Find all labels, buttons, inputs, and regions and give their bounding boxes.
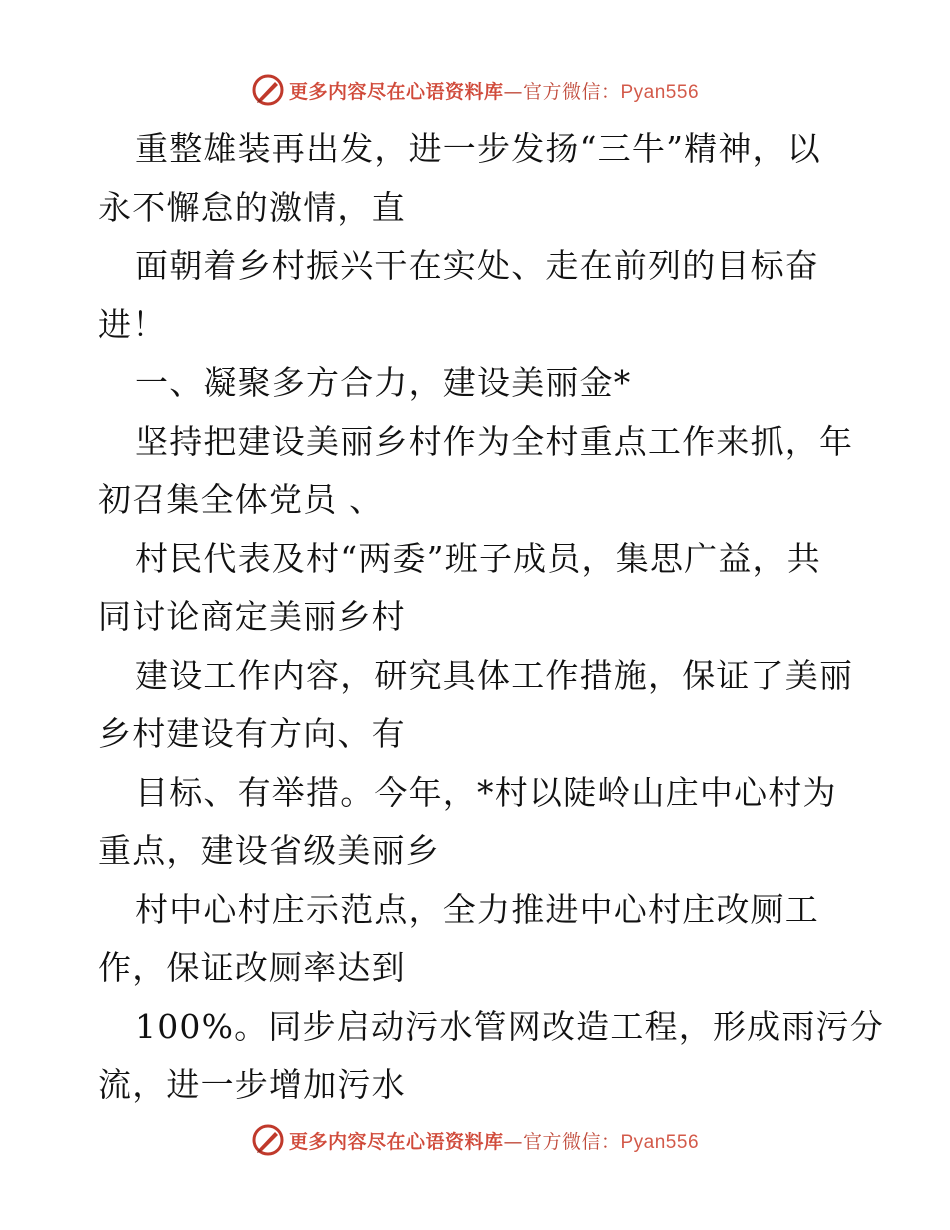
text-line: 初召集全体党员 、: [98, 480, 384, 519]
watermark-main: 更多内容尽在心语资料库: [288, 80, 504, 103]
watermark-separator: —官方微信：: [503, 80, 621, 103]
text-line: 坚持把建设美丽乡村作为全村重点工作来抓，年: [135, 421, 854, 461]
text-line: 面朝着乡村振兴干在实处、走在前列的目标奋: [135, 246, 819, 285]
pen-logo-icon: [251, 73, 285, 107]
footer-watermark: [0, 1122, 950, 1158]
watermark-separator: —官方微信：: [503, 1130, 621, 1153]
text-line: 进！: [98, 304, 167, 344]
text-line: 100%。同步启动污水管网改造工程，形成雨污分: [135, 1006, 884, 1046]
pen-logo-icon: [251, 1123, 285, 1157]
text-line: 重整雄装再出发，进一步发扬“三牛”精神，以: [135, 129, 821, 168]
text-line: 村中心村庄示范点，全力推进中心村庄改厕工: [135, 889, 819, 929]
text-line: 同讨论商定美丽乡村: [98, 597, 406, 636]
text-line: 乡村建设有方向、有: [98, 714, 406, 753]
text-line: 村民代表及村“两委”班子成员，集思广益，共: [135, 538, 821, 578]
text-line: 目标、有举措。今年，*村以陡岭山庄中心村为: [135, 772, 837, 812]
header-watermark: [0, 72, 950, 108]
watermark-id: Pyan556: [620, 81, 700, 103]
document-body: [98, 120, 884, 1115]
watermark-text: [289, 77, 699, 104]
text-line: 一、凝聚多方合力，建设美丽金*: [135, 363, 632, 402]
text-line: 建设工作内容，研究具体工作措施，保证了美丽: [135, 655, 854, 695]
text-line: 作，保证改厕率达到: [98, 948, 406, 987]
text-line: 永不懈怠的激情，直: [98, 187, 406, 227]
text-line: 重点，建设省级美丽乡: [98, 831, 440, 870]
watermark-text: [289, 1127, 699, 1154]
watermark-main: 更多内容尽在心语资料库: [288, 1130, 504, 1153]
watermark-id: Pyan556: [620, 1131, 700, 1153]
text-line: 流，进一步增加污水: [98, 1065, 406, 1104]
